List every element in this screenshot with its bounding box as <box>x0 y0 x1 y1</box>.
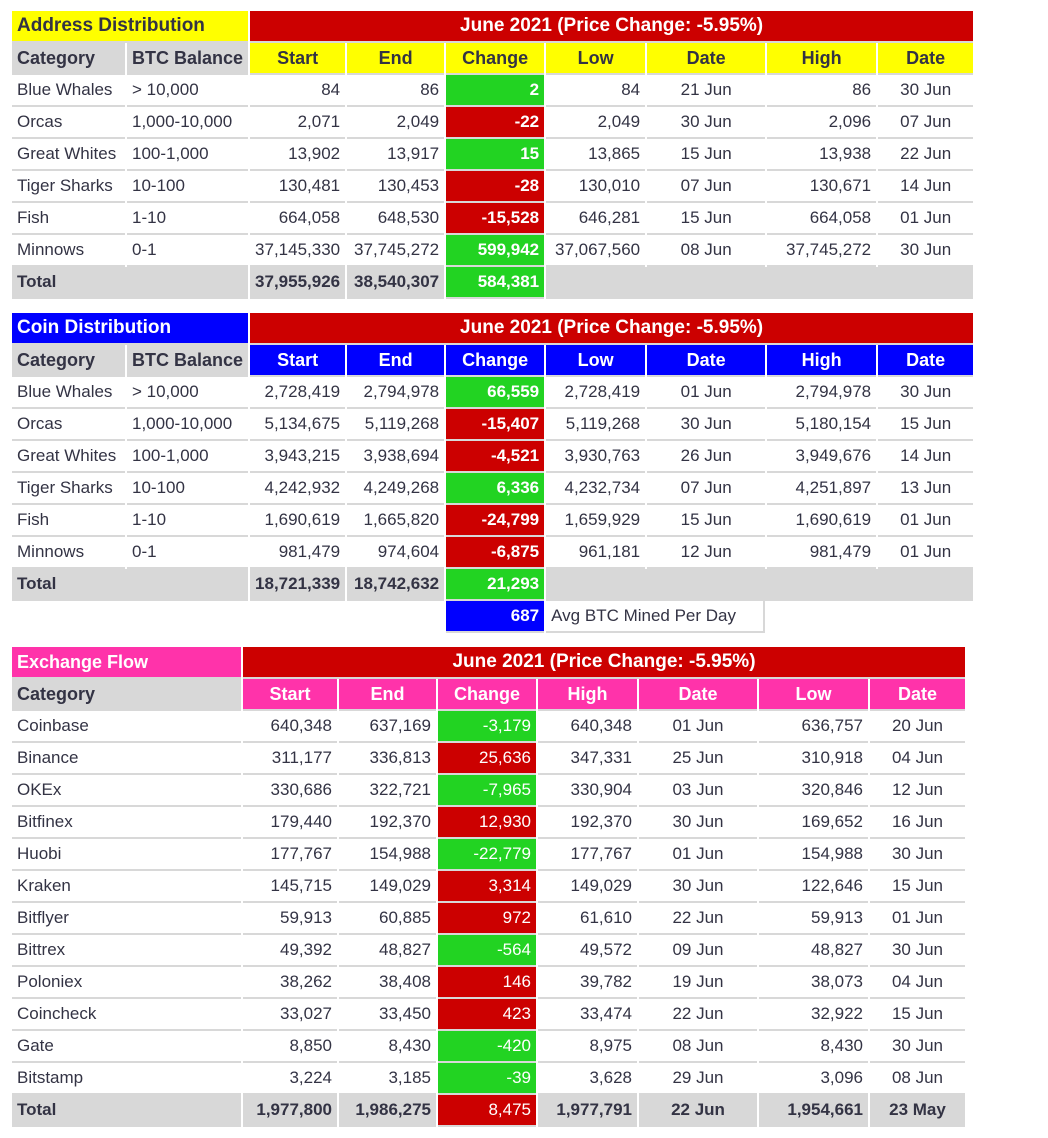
high-cell: 86 <box>767 75 876 107</box>
low-date-cell: 30 Jun <box>870 839 965 871</box>
change-cell: -564 <box>438 935 536 967</box>
change-cell: 972 <box>438 903 536 935</box>
high-date-cell: 09 Jun <box>639 935 757 967</box>
high-cell: 330,904 <box>538 775 637 807</box>
total-label: Total <box>12 267 248 299</box>
high-cell: 3,628 <box>538 1063 637 1095</box>
low-date-cell: 12 Jun <box>870 775 965 807</box>
high-cell: 2,794,978 <box>767 377 876 409</box>
low-date-cell: 01 Jun <box>647 377 765 409</box>
period-banner: June 2021 (Price Change: -5.95%) <box>243 647 965 679</box>
high-cell: 5,180,154 <box>767 409 876 441</box>
col-header-low: Low <box>759 679 868 711</box>
high-date-cell: 08 Jun <box>639 1031 757 1063</box>
low-date-cell: 04 Jun <box>870 967 965 999</box>
start-cell: 49,392 <box>243 935 337 967</box>
end-cell: 13,917 <box>347 139 444 171</box>
high-cell: 3,949,676 <box>767 441 876 473</box>
table-row <box>12 903 965 935</box>
total-high: 1,977,791 <box>538 1095 637 1127</box>
col-header-category: Category <box>12 679 241 711</box>
end-cell: 130,453 <box>347 171 444 203</box>
change-cell: 423 <box>438 999 536 1031</box>
category-cell: Bittrex <box>12 935 241 967</box>
high-date-cell: 22 Jun <box>878 139 973 171</box>
start-cell: 3,943,215 <box>250 441 345 473</box>
start-cell: 1,690,619 <box>250 505 345 537</box>
change-cell: 599,942 <box>446 235 544 267</box>
balance-cell: > 10,000 <box>127 75 248 107</box>
low-date-cell: 30 Jun <box>647 107 765 139</box>
table-row <box>12 743 965 775</box>
start-cell: 640,348 <box>243 711 337 743</box>
col-header-high-date: Date <box>878 345 973 377</box>
category-cell: Great Whites <box>12 139 125 171</box>
low-cell: 8,430 <box>759 1031 868 1063</box>
start-cell: 3,224 <box>243 1063 337 1095</box>
high-cell: 2,096 <box>767 107 876 139</box>
category-cell: Great Whites <box>12 441 125 473</box>
total-start: 1,977,800 <box>243 1095 337 1127</box>
title-row <box>12 313 973 345</box>
end-cell: 149,029 <box>339 871 436 903</box>
col-header-change: Change <box>438 679 536 711</box>
high-cell: 1,690,619 <box>767 505 876 537</box>
change-cell: -420 <box>438 1031 536 1063</box>
high-cell: 8,975 <box>538 1031 637 1063</box>
low-cell: 13,865 <box>546 139 645 171</box>
start-cell: 330,686 <box>243 775 337 807</box>
end-cell: 86 <box>347 75 444 107</box>
low-date-cell: 15 Jun <box>647 505 765 537</box>
col-header-low-date: Date <box>647 345 765 377</box>
total-change: 21,293 <box>446 569 544 601</box>
balance-cell: 1-10 <box>127 203 248 235</box>
end-cell: 60,885 <box>339 903 436 935</box>
table-row <box>12 967 965 999</box>
exchange-flow-table <box>10 647 967 1127</box>
col-header-high-date: Date <box>639 679 757 711</box>
category-cell: Minnows <box>12 235 125 267</box>
period-banner: June 2021 (Price Change: -5.95%) <box>250 313 973 345</box>
high-date-cell: 01 Jun <box>639 839 757 871</box>
balance-cell: 0-1 <box>127 537 248 569</box>
start-cell: 981,479 <box>250 537 345 569</box>
low-cell: 1,659,929 <box>546 505 645 537</box>
low-cell: 2,728,419 <box>546 377 645 409</box>
table-row <box>12 537 973 569</box>
high-date-cell: 01 Jun <box>639 711 757 743</box>
col-header-change: Change <box>446 345 544 377</box>
category-cell: Coinbase <box>12 711 241 743</box>
balance-cell: 100-1,000 <box>127 441 248 473</box>
total-low: 1,954,661 <box>759 1095 868 1127</box>
low-cell: 32,922 <box>759 999 868 1031</box>
category-cell: Huobi <box>12 839 241 871</box>
end-cell: 1,665,820 <box>347 505 444 537</box>
start-cell: 38,262 <box>243 967 337 999</box>
high-cell: 177,767 <box>538 839 637 871</box>
category-cell: Orcas <box>12 107 125 139</box>
low-date-cell: 07 Jun <box>647 473 765 505</box>
col-header-high-date: Date <box>878 43 973 75</box>
total-label: Total <box>12 569 248 601</box>
col-header-low: Low <box>546 345 645 377</box>
end-cell: 637,169 <box>339 711 436 743</box>
high-date-cell: 30 Jun <box>878 377 973 409</box>
change-cell: -22 <box>446 107 544 139</box>
low-cell: 169,652 <box>759 807 868 839</box>
high-date-cell: 30 Jun <box>639 807 757 839</box>
change-cell: -15,407 <box>446 409 544 441</box>
col-header-end: End <box>347 345 444 377</box>
balance-cell: 100-1,000 <box>127 139 248 171</box>
table-row <box>12 871 965 903</box>
address-distribution-table <box>10 11 975 299</box>
change-cell: 3,314 <box>438 871 536 903</box>
category-cell: Tiger Sharks <box>12 171 125 203</box>
low-cell: 84 <box>546 75 645 107</box>
start-cell: 59,913 <box>243 903 337 935</box>
high-date-cell: 30 Jun <box>639 871 757 903</box>
high-date-cell: 03 Jun <box>639 775 757 807</box>
table-row <box>12 203 973 235</box>
high-date-cell: 14 Jun <box>878 171 973 203</box>
low-date-cell: 12 Jun <box>647 537 765 569</box>
change-cell: -22,779 <box>438 839 536 871</box>
col-header-high: High <box>767 43 876 75</box>
change-cell: -24,799 <box>446 505 544 537</box>
low-cell: 3,930,763 <box>546 441 645 473</box>
start-cell: 33,027 <box>243 999 337 1031</box>
col-header-start: Start <box>250 345 345 377</box>
header-row <box>12 679 965 711</box>
table-row <box>12 807 965 839</box>
high-cell: 640,348 <box>538 711 637 743</box>
start-cell: 84 <box>250 75 345 107</box>
change-cell: 146 <box>438 967 536 999</box>
col-header-category: Category <box>12 43 125 75</box>
end-cell: 3,185 <box>339 1063 436 1095</box>
high-date-cell: 30 Jun <box>878 235 973 267</box>
high-date-cell: 30 Jun <box>878 75 973 107</box>
total-start: 18,721,339 <box>250 569 345 601</box>
low-cell: 4,232,734 <box>546 473 645 505</box>
end-cell: 2,049 <box>347 107 444 139</box>
change-cell: -28 <box>446 171 544 203</box>
low-cell: 5,119,268 <box>546 409 645 441</box>
change-cell: 2 <box>446 75 544 107</box>
category-cell: Bitstamp <box>12 1063 241 1095</box>
title-row <box>12 647 965 679</box>
end-cell: 154,988 <box>339 839 436 871</box>
col-header-end: End <box>339 679 436 711</box>
table-row <box>12 775 965 807</box>
total-end: 38,540,307 <box>347 267 444 299</box>
total-low-date: 23 May <box>870 1095 965 1127</box>
change-cell: 6,336 <box>446 473 544 505</box>
end-cell: 5,119,268 <box>347 409 444 441</box>
high-date-cell: 01 Jun <box>878 203 973 235</box>
table-row <box>12 935 965 967</box>
balance-cell: 10-100 <box>127 473 248 505</box>
end-cell: 48,827 <box>339 935 436 967</box>
total-row <box>12 569 973 601</box>
end-cell: 38,408 <box>339 967 436 999</box>
table-row <box>12 107 973 139</box>
low-date-cell: 26 Jun <box>647 441 765 473</box>
low-date-cell: 15 Jun <box>870 871 965 903</box>
col-header-balance: BTC Balance <box>127 345 248 377</box>
col-header-low-date: Date <box>870 679 965 711</box>
high-cell: 130,671 <box>767 171 876 203</box>
category-cell: Orcas <box>12 409 125 441</box>
period-banner: June 2021 (Price Change: -5.95%) <box>250 11 973 43</box>
high-date-cell: 13 Jun <box>878 473 973 505</box>
start-cell: 311,177 <box>243 743 337 775</box>
section-title: Address Distribution <box>12 11 248 43</box>
low-date-cell: 15 Jun <box>647 203 765 235</box>
col-header-category: Category <box>12 345 125 377</box>
low-cell: 320,846 <box>759 775 868 807</box>
low-date-cell: 01 Jun <box>870 903 965 935</box>
high-date-cell: 14 Jun <box>878 441 973 473</box>
start-cell: 5,134,675 <box>250 409 345 441</box>
table-row <box>12 139 973 171</box>
end-cell: 3,938,694 <box>347 441 444 473</box>
section-title: Coin Distribution <box>12 313 248 345</box>
balance-cell: > 10,000 <box>127 377 248 409</box>
low-cell: 130,010 <box>546 171 645 203</box>
start-cell: 664,058 <box>250 203 345 235</box>
end-cell: 648,530 <box>347 203 444 235</box>
high-cell: 347,331 <box>538 743 637 775</box>
start-cell: 4,242,932 <box>250 473 345 505</box>
low-cell: 37,067,560 <box>546 235 645 267</box>
col-header-start: Start <box>243 679 337 711</box>
category-cell: Fish <box>12 505 125 537</box>
table-row <box>12 75 973 107</box>
high-date-cell: 01 Jun <box>878 537 973 569</box>
col-header-low: Low <box>546 43 645 75</box>
high-date-cell: 01 Jun <box>878 505 973 537</box>
col-header-high: High <box>538 679 637 711</box>
category-cell: Blue Whales <box>12 377 125 409</box>
table-row <box>12 409 973 441</box>
high-date-cell: 19 Jun <box>639 967 757 999</box>
end-cell: 33,450 <box>339 999 436 1031</box>
high-date-cell: 22 Jun <box>639 999 757 1031</box>
low-cell: 2,049 <box>546 107 645 139</box>
category-cell: Poloniex <box>12 967 241 999</box>
category-cell: Gate <box>12 1031 241 1063</box>
low-cell: 122,646 <box>759 871 868 903</box>
end-cell: 2,794,978 <box>347 377 444 409</box>
high-cell: 61,610 <box>538 903 637 935</box>
end-cell: 4,249,268 <box>347 473 444 505</box>
col-header-low-date: Date <box>647 43 765 75</box>
change-cell: -3,179 <box>438 711 536 743</box>
high-date-cell: 15 Jun <box>878 409 973 441</box>
total-change: 584,381 <box>446 267 544 299</box>
total-label: Total <box>12 1095 241 1127</box>
end-cell: 322,721 <box>339 775 436 807</box>
low-cell: 636,757 <box>759 711 868 743</box>
total-start: 37,955,926 <box>250 267 345 299</box>
table-row <box>12 1031 965 1063</box>
low-cell: 38,073 <box>759 967 868 999</box>
avg-mined-label: Avg BTC Mined Per Day <box>546 601 765 633</box>
balance-cell: 1-10 <box>127 505 248 537</box>
low-date-cell: 15 Jun <box>647 139 765 171</box>
high-cell: 664,058 <box>767 203 876 235</box>
high-date-cell: 29 Jun <box>639 1063 757 1095</box>
table-row <box>12 441 973 473</box>
change-cell: -6,875 <box>446 537 544 569</box>
low-date-cell: 30 Jun <box>647 409 765 441</box>
change-cell: 25,636 <box>438 743 536 775</box>
category-cell: Coincheck <box>12 999 241 1031</box>
end-cell: 336,813 <box>339 743 436 775</box>
table-row <box>12 505 973 537</box>
start-cell: 8,850 <box>243 1031 337 1063</box>
col-header-start: Start <box>250 43 345 75</box>
end-cell: 192,370 <box>339 807 436 839</box>
table-row <box>12 473 973 505</box>
col-header-end: End <box>347 43 444 75</box>
start-cell: 2,728,419 <box>250 377 345 409</box>
high-cell: 33,474 <box>538 999 637 1031</box>
col-header-change: Change <box>446 43 544 75</box>
coin-distribution-table <box>10 313 975 633</box>
table-row <box>12 839 965 871</box>
change-cell: -7,965 <box>438 775 536 807</box>
low-date-cell: 07 Jun <box>647 171 765 203</box>
low-cell: 3,096 <box>759 1063 868 1095</box>
category-cell: Bitfinex <box>12 807 241 839</box>
low-date-cell: 15 Jun <box>870 999 965 1031</box>
start-cell: 2,071 <box>250 107 345 139</box>
low-date-cell: 16 Jun <box>870 807 965 839</box>
start-cell: 179,440 <box>243 807 337 839</box>
low-date-cell: 21 Jun <box>647 75 765 107</box>
start-cell: 13,902 <box>250 139 345 171</box>
change-cell: 15 <box>446 139 544 171</box>
balance-cell: 1,000-10,000 <box>127 409 248 441</box>
change-cell: -15,528 <box>446 203 544 235</box>
table-row <box>12 999 965 1031</box>
total-change: 8,475 <box>438 1095 536 1127</box>
high-cell: 13,938 <box>767 139 876 171</box>
balance-cell: 10-100 <box>127 171 248 203</box>
low-cell: 646,281 <box>546 203 645 235</box>
balance-cell: 0-1 <box>127 235 248 267</box>
total-row <box>12 1095 965 1127</box>
high-cell: 149,029 <box>538 871 637 903</box>
low-cell: 310,918 <box>759 743 868 775</box>
start-cell: 177,767 <box>243 839 337 871</box>
total-filler <box>546 267 973 299</box>
high-date-cell: 25 Jun <box>639 743 757 775</box>
change-cell: -4,521 <box>446 441 544 473</box>
start-cell: 145,715 <box>243 871 337 903</box>
start-cell: 37,145,330 <box>250 235 345 267</box>
table-row <box>12 377 973 409</box>
total-end: 18,742,632 <box>347 569 444 601</box>
avg-mined-value: 687 <box>446 601 544 633</box>
low-date-cell: 08 Jun <box>870 1063 965 1095</box>
low-cell: 961,181 <box>546 537 645 569</box>
section-title: Exchange Flow <box>12 647 241 679</box>
category-cell: Kraken <box>12 871 241 903</box>
low-date-cell: 04 Jun <box>870 743 965 775</box>
high-date-cell: 07 Jun <box>878 107 973 139</box>
table-row <box>12 711 965 743</box>
table-row <box>12 235 973 267</box>
low-cell: 48,827 <box>759 935 868 967</box>
high-cell: 49,572 <box>538 935 637 967</box>
category-cell: Binance <box>12 743 241 775</box>
col-header-high: High <box>767 345 876 377</box>
category-cell: Fish <box>12 203 125 235</box>
total-filler <box>546 569 973 601</box>
balance-cell: 1,000-10,000 <box>127 107 248 139</box>
category-cell: OKEx <box>12 775 241 807</box>
mined-row <box>12 601 973 633</box>
low-date-cell: 08 Jun <box>647 235 765 267</box>
high-cell: 37,745,272 <box>767 235 876 267</box>
category-cell: Minnows <box>12 537 125 569</box>
total-high-date: 22 Jun <box>639 1095 757 1127</box>
header-row <box>12 43 973 75</box>
high-cell: 4,251,897 <box>767 473 876 505</box>
change-cell: 12,930 <box>438 807 536 839</box>
low-date-cell: 20 Jun <box>870 711 965 743</box>
low-date-cell: 30 Jun <box>870 935 965 967</box>
category-cell: Tiger Sharks <box>12 473 125 505</box>
change-cell: -39 <box>438 1063 536 1095</box>
category-cell: Bitflyer <box>12 903 241 935</box>
category-cell: Blue Whales <box>12 75 125 107</box>
high-cell: 981,479 <box>767 537 876 569</box>
end-cell: 8,430 <box>339 1031 436 1063</box>
start-cell: 130,481 <box>250 171 345 203</box>
change-cell: 66,559 <box>446 377 544 409</box>
col-header-balance: BTC Balance <box>127 43 248 75</box>
low-cell: 154,988 <box>759 839 868 871</box>
total-row <box>12 267 973 299</box>
low-cell: 59,913 <box>759 903 868 935</box>
end-cell: 974,604 <box>347 537 444 569</box>
high-date-cell: 22 Jun <box>639 903 757 935</box>
table-row <box>12 1063 965 1095</box>
high-cell: 192,370 <box>538 807 637 839</box>
total-end: 1,986,275 <box>339 1095 436 1127</box>
header-row <box>12 345 973 377</box>
title-row <box>12 11 973 43</box>
table-row <box>12 171 973 203</box>
high-cell: 39,782 <box>538 967 637 999</box>
low-date-cell: 30 Jun <box>870 1031 965 1063</box>
end-cell: 37,745,272 <box>347 235 444 267</box>
